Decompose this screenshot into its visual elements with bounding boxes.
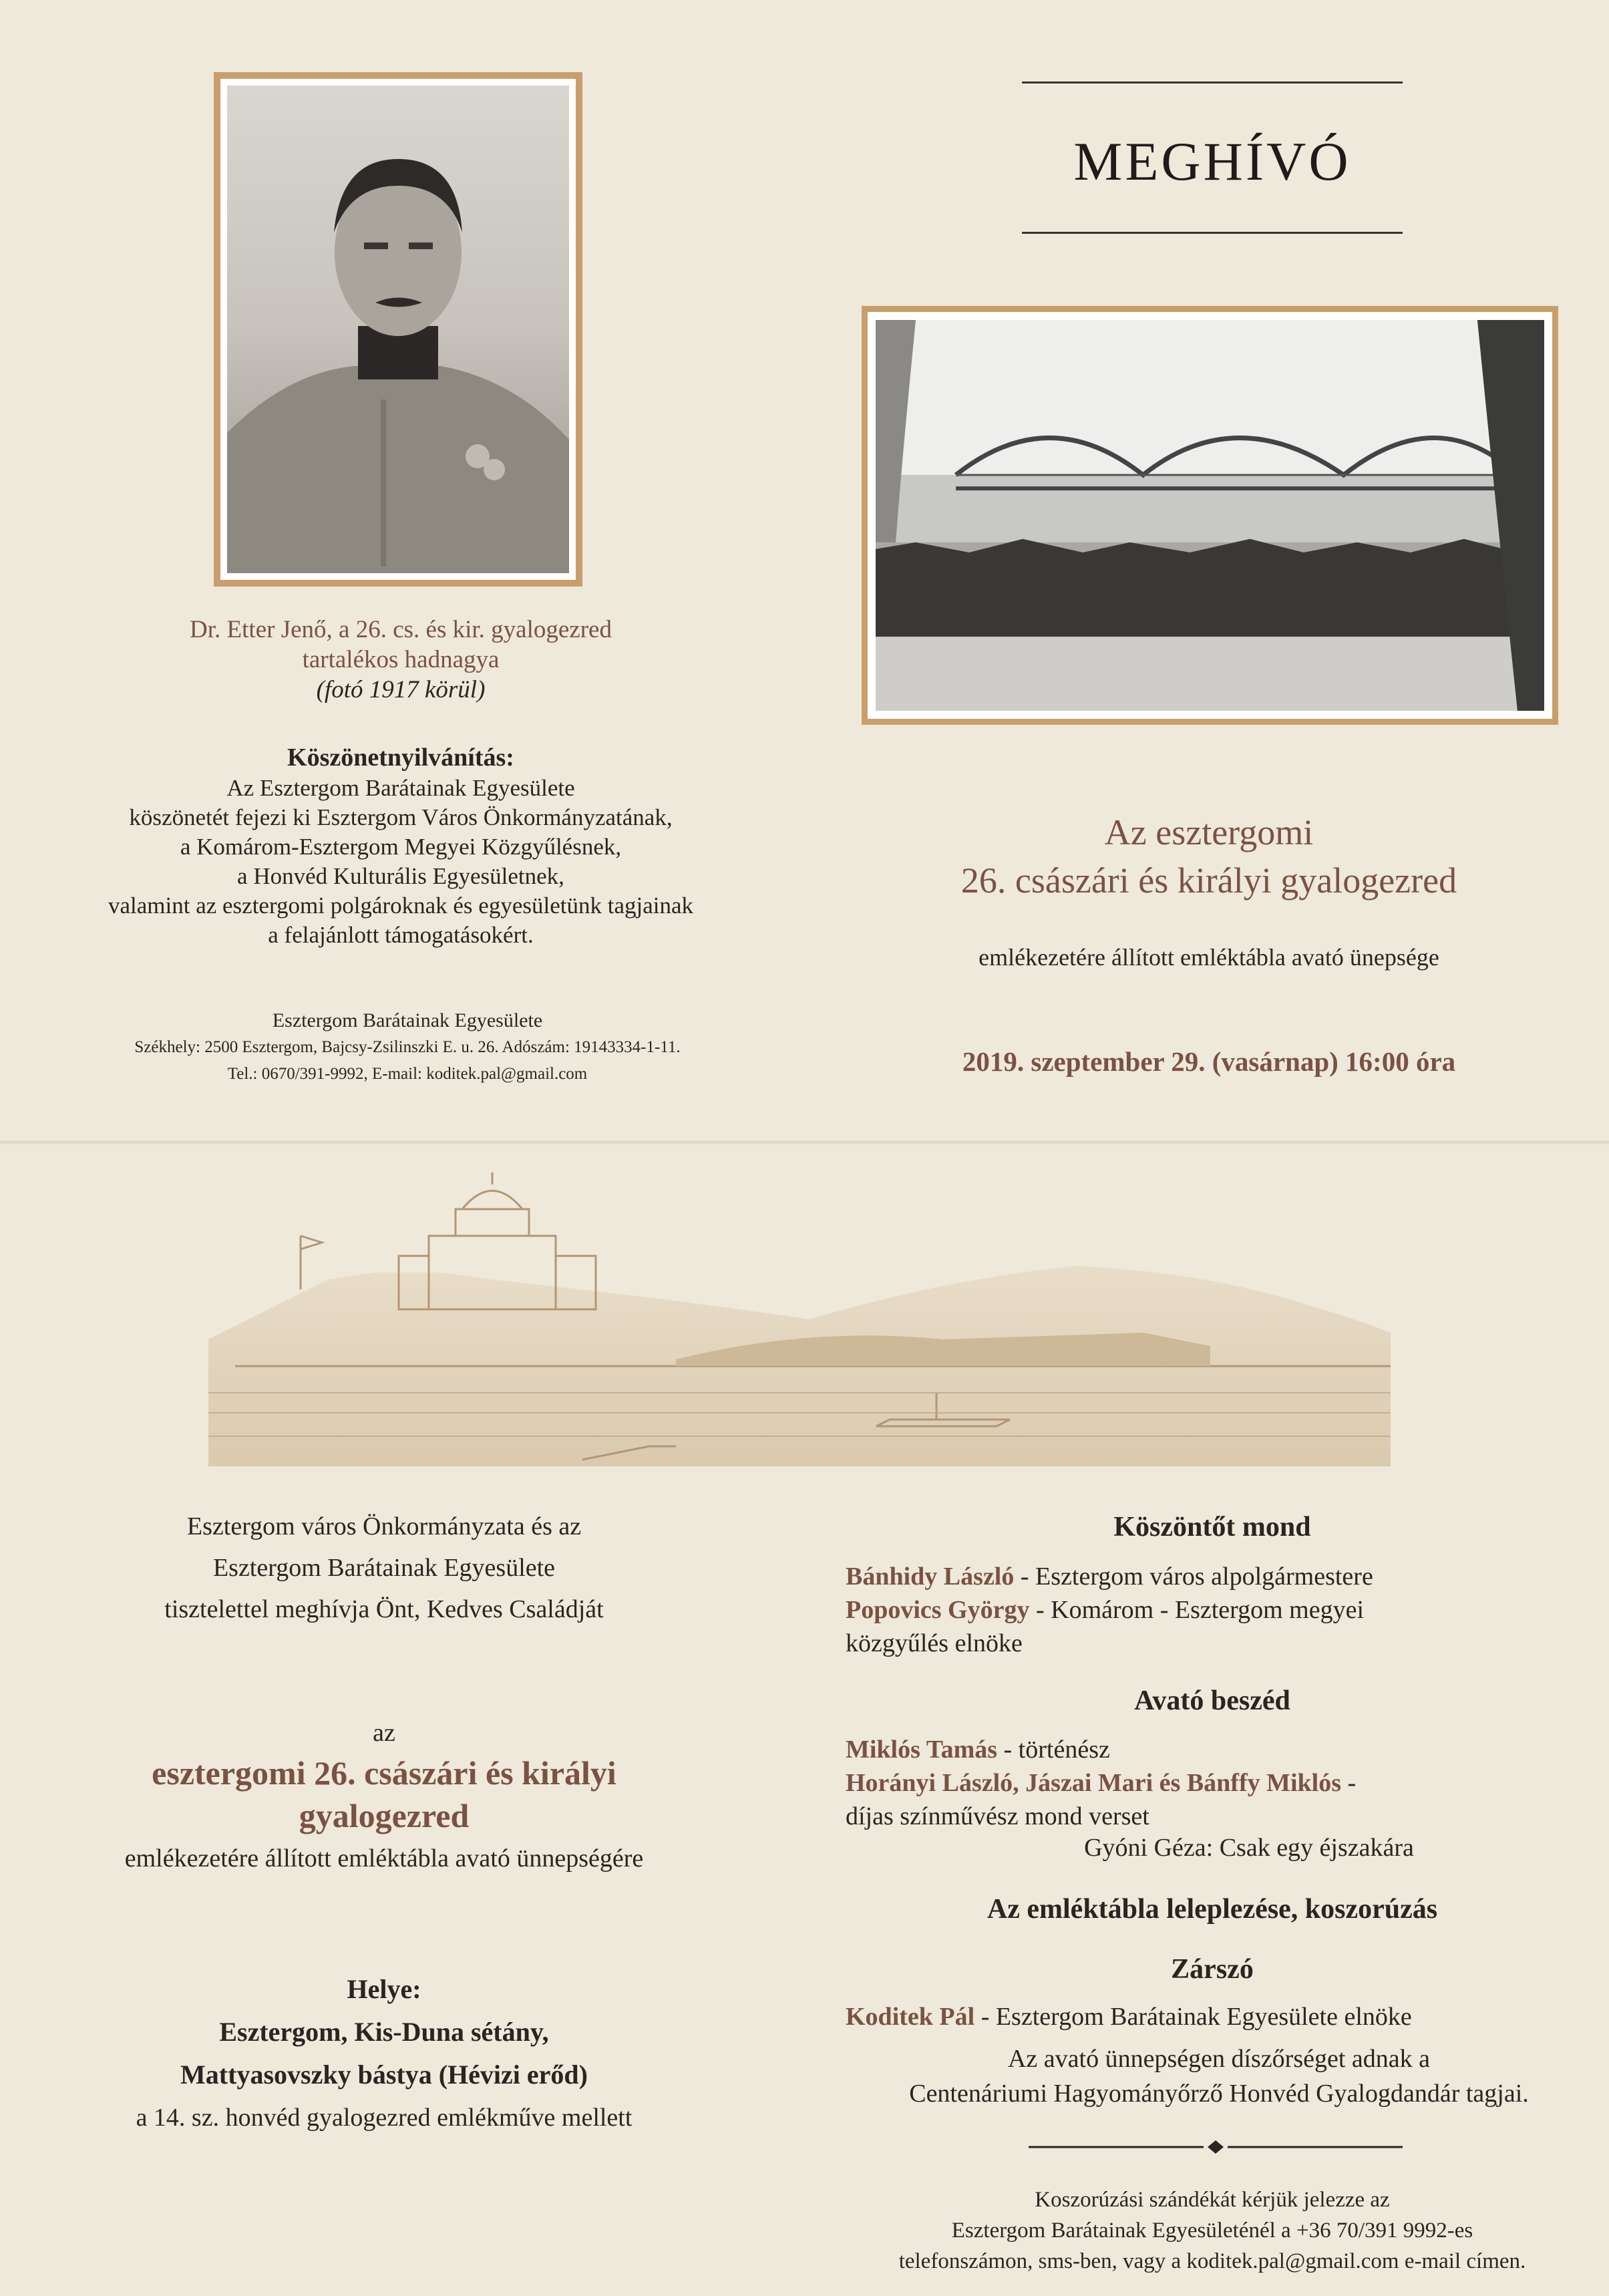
poem-title: Gyóni Géza: Csak egy éjszakára	[1084, 1834, 1414, 1862]
speaker4-dash: -	[1341, 1769, 1357, 1797]
speaker2-role-continued: közgyűlés elnöke	[846, 1629, 1023, 1657]
esztergom-panorama	[208, 1172, 1391, 1466]
speaker2-name: Popovics György	[846, 1596, 1030, 1624]
intro-line: tisztelettel meghívja Önt, Kedves Családját	[164, 1595, 604, 1623]
ornament-divider	[1029, 2139, 1403, 2155]
thanks-line: a Honvéd Kulturális Egyesületnek,	[237, 863, 564, 889]
speaker3-role: - történész	[997, 1736, 1110, 1764]
speaker1-name: Bánhidy László	[846, 1563, 1015, 1591]
title-rule-top	[1022, 81, 1403, 84]
org-address: Székhely: 2500 Esztergom, Bajcsy-Zsilinszki E. u. 26. Adószám: 19143334-1-11.	[134, 1038, 681, 1056]
fold-line	[0, 1141, 1609, 1144]
bridge-photo-frame	[862, 306, 1558, 725]
title-rule-bottom	[1022, 232, 1403, 234]
invitation-title: MEGHÍVÓ	[1073, 131, 1351, 192]
thanks-line: valamint az esztergomi polgároknak és egyesületünk tagjainak	[108, 892, 693, 919]
regiment-line2: gyalogezred	[299, 1797, 470, 1834]
speaker1-role: - Esztergom város alpolgármestere	[1014, 1563, 1373, 1591]
intro-line: Esztergom Barátainak Egyesülete	[212, 1554, 556, 1582]
place-title: Helye:	[347, 1974, 421, 2004]
speech-title: Avató beszéd	[1134, 1685, 1290, 1716]
speaker3-name: Miklós Tamás	[846, 1736, 998, 1764]
event-line1: Az esztergomi	[1104, 812, 1314, 852]
portrait-caption-line1: Dr. Etter Jenő, a 26. cs. és kir. gyalogezred	[190, 616, 612, 643]
org-contact: Tel.: 0670/391-9992, E-mail: koditek.pal@gmail.com	[227, 1065, 588, 1083]
event-line2: 26. császári és királyi gyalogezred	[960, 860, 1457, 900]
wreath-line1: Koszorúzási szándékát kérjük jelezze az	[1035, 2188, 1390, 2212]
thanks-title: Köszönetnyilvánítás:	[287, 744, 514, 772]
thanks-line: Az Esztergom Barátainak Egyesülete	[226, 775, 575, 801]
unveil-title: Az emléktábla leleplezése, koszorúzás	[987, 1894, 1438, 1925]
wreath-line3: telefonszámon, sms-ben, vagy a koditek.pal@gmail.com e-mail címen.	[898, 2249, 1526, 2273]
az-word: az	[373, 1719, 395, 1747]
greeting-title: Köszöntőt mond	[1113, 1512, 1311, 1542]
honor-line2: Centenáriumi Hagyományőrző Honvéd Gyalogdandár tagjai.	[909, 2080, 1529, 2108]
place-line1: Esztergom, Kis-Duna sétány,	[219, 2017, 549, 2047]
wreath-line2: Esztergom Barátainak Egyesületénél a +36 70/391 9992-es	[951, 2219, 1473, 2243]
closing-title: Zárszó	[1171, 1954, 1254, 1985]
event-subtitle: emlékezetére állított emléktábla avató ünepsége	[978, 944, 1439, 971]
thanks-line: a felajánlott támogatásokért.	[268, 922, 534, 948]
regiment-line1: esztergomi 26. császári és királyi	[152, 1754, 616, 1792]
portrait-caption-line3: (fotó 1917 körül)	[316, 676, 486, 703]
portrait-photo	[227, 86, 569, 573]
speaker4-name: Horányi László, Jászai Mari és Bánffy Miklós	[846, 1769, 1342, 1797]
speaker4-role: díjas színművész mond verset	[846, 1802, 1149, 1830]
honor-line1: Az avató ünnepségen díszőrséget adnak a	[1007, 2045, 1431, 2073]
place-line3: a 14. sz. honvéd gyalogezred emlékműve mellett	[136, 2104, 633, 2132]
speaker5-role: - Esztergom Barátainak Egyesülete elnöke	[974, 2003, 1412, 2031]
intro-line: Esztergom város Önkormányzata és az	[186, 1512, 582, 1540]
event-date: 2019. szeptember 29. (vasárnap) 16:00 óra	[962, 1046, 1456, 1077]
regiment-subtitle: emlékezetére állított emléktábla avató ünnepségére	[124, 1844, 644, 1872]
thanks-line: köszönetét fejezi ki Esztergom Város Önkormányzatának,	[129, 804, 673, 830]
portrait-caption-line2: tartalékos hadnagya	[302, 646, 500, 673]
org-name: Esztergom Barátainak Egyesülete	[272, 1009, 543, 1031]
speaker5-name: Koditek Pál	[846, 2003, 975, 2031]
place-line2: Mattyasovszky bástya (Hévizi erőd)	[180, 2060, 588, 2090]
bridge-photo	[876, 320, 1544, 711]
thanks-line: a Komárom-Esztergom Megyei Közgyűlésnek,	[180, 834, 622, 860]
speaker2-role: - Komárom - Esztergom megyei	[1029, 1596, 1365, 1624]
portrait-frame	[214, 72, 582, 587]
